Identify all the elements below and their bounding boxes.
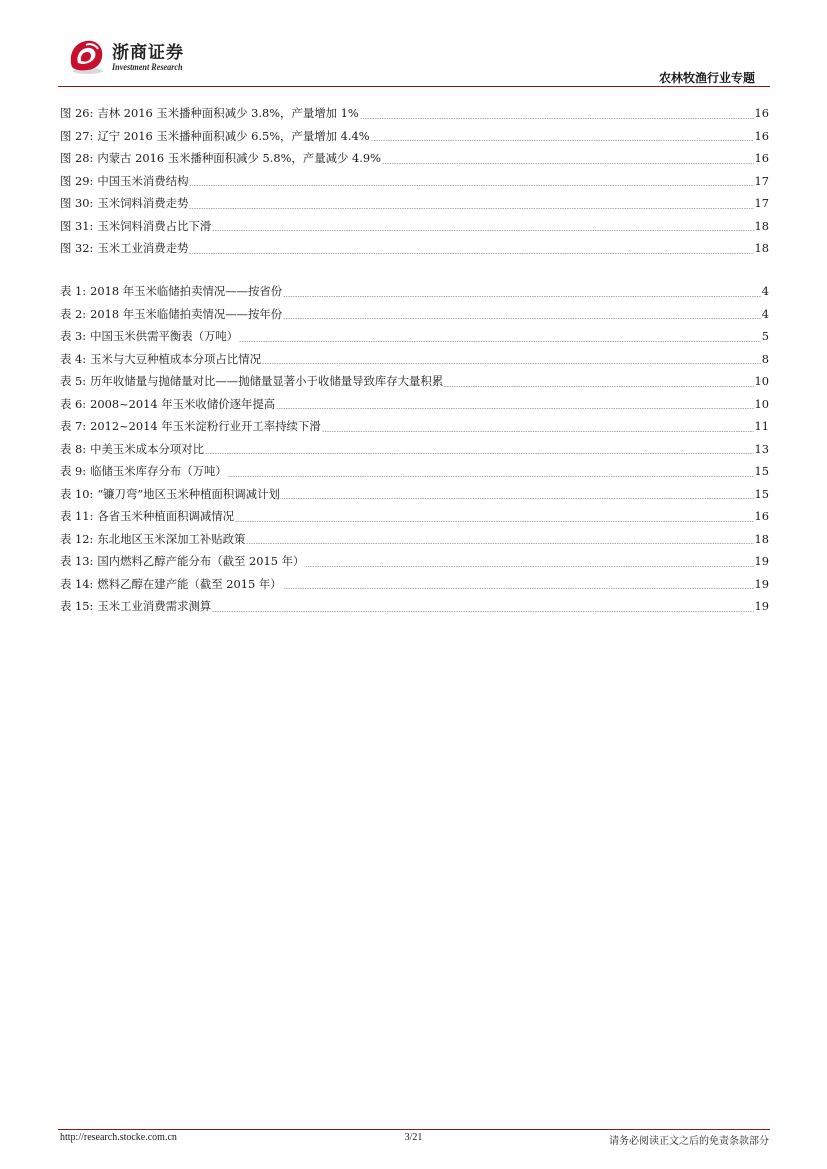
toc-title: 中国玉米消费结构 (97, 173, 189, 188)
footer-divider (58, 1129, 770, 1130)
toc-entry-table-4[interactable] (60, 348, 769, 371)
toc-label: 表 10: (60, 486, 94, 501)
toc-label: 图 30: (60, 196, 94, 210)
report-type-title: 农林牧渔行业专题 (658, 71, 755, 85)
toc-title: 辽宁 2016 玉米播种面积减少 6.5%，产量增加 4.4% (97, 128, 370, 143)
toc-title: 玉米饲料消费占比下滑 (97, 218, 212, 233)
dot-leader (371, 140, 754, 141)
toc-page-number: 5 (761, 329, 769, 343)
toc-label: 表 13: (60, 554, 94, 568)
dot-leader (305, 566, 753, 567)
brand-name-cn: 浙商证券 (112, 43, 184, 63)
toc-entry-table-14[interactable] (60, 573, 769, 596)
toc-label: 图 26: (60, 106, 94, 120)
header-divider (58, 86, 770, 87)
page-header (0, 0, 827, 90)
toc-label: 表 14: (60, 576, 94, 591)
footer-disclaimer: 请务必阅读正文之后的免责条款部分 (609, 1136, 769, 1147)
toc-label: 表 2: (60, 306, 87, 321)
dot-leader (322, 431, 754, 432)
table-toc-list (60, 280, 769, 618)
toc-page-number: 19 (754, 599, 769, 613)
toc-entry-figure-29[interactable] (60, 170, 769, 193)
toc-title: 2008~2014 年玉米收储价逐年提高 (90, 396, 276, 411)
toc-label: 图 27: (60, 128, 94, 143)
dot-leader (281, 498, 754, 499)
toc-entry-table-13[interactable] (60, 550, 769, 573)
toc-label: 表 1: (60, 284, 87, 298)
toc-entry-figure-28[interactable] (60, 147, 769, 170)
toc-title: 吉林 2016 玉米播种面积减少 3.8%，产量增加 1% (97, 106, 359, 120)
toc-entry-table-15[interactable] (60, 595, 769, 618)
dot-leader (262, 363, 761, 364)
toc-page-number: 16 (754, 106, 769, 120)
toc-page-number: 10 (754, 396, 769, 411)
toc-page-number: 16 (754, 509, 769, 523)
toc-entry-figure-27[interactable] (60, 125, 769, 148)
toc-label: 图 31: (60, 218, 94, 233)
dot-leader (283, 588, 754, 589)
toc-title: 各省玉米种植面积调减情况 (97, 509, 235, 523)
toc-label: 表 8: (60, 441, 87, 456)
toc-title: 东北地区玉米深加工补贴政策 (97, 531, 246, 546)
toc-page-number: 17 (754, 196, 769, 210)
toc-title: 玉米饲料消费走势 (97, 196, 189, 210)
toc-page-number: 10 (754, 374, 769, 388)
toc-entry-table-5[interactable] (60, 370, 769, 393)
toc-entry-table-8[interactable] (60, 438, 769, 461)
dot-leader (205, 453, 753, 454)
toc-title: 玉米与大豆种植成本分项占比情况 (90, 351, 261, 366)
dot-leader (382, 163, 754, 164)
dot-leader (189, 253, 753, 254)
toc-title: 中美玉米成本分项对比 (90, 441, 205, 456)
toc-label: 表 4: (60, 351, 87, 366)
dot-leader (212, 230, 753, 231)
toc-page-number: 19 (754, 554, 769, 568)
toc-label: 图 29: (60, 173, 94, 188)
toc-label: 表 3: (60, 329, 87, 343)
zheshang-securities-logo-icon (66, 37, 106, 77)
toc-entry-table-11[interactable] (60, 505, 769, 528)
footer-page-number: 3/21 (404, 1132, 423, 1143)
dot-leader (283, 318, 761, 319)
toc-label: 图 32: (60, 241, 94, 255)
toc-title: 2018 年玉米临储拍卖情况——按年份 (90, 306, 283, 321)
toc-page-number: 4 (761, 284, 769, 298)
toc-label: 表 6: (60, 396, 87, 411)
dot-leader (239, 341, 761, 342)
brand-name-en: Investment Research (112, 63, 183, 73)
toc-title: 临储玉米库存分布（万吨） (90, 464, 227, 478)
toc-entry-table-12[interactable] (60, 528, 769, 551)
toc-entry-figure-32[interactable] (60, 237, 769, 260)
dot-leader (283, 296, 761, 297)
dot-leader (246, 543, 753, 544)
toc-label: 表 12: (60, 531, 94, 546)
toc-title: 玉米工业消费走势 (97, 241, 189, 255)
toc-title: “镰刀弯”地区玉米种植面积调减计划 (97, 486, 280, 501)
toc-entry-table-1[interactable] (60, 280, 769, 303)
footer-website-link[interactable]: http://research.stocke.com.cn (60, 1132, 177, 1143)
toc-entry-table-9[interactable] (60, 460, 769, 483)
toc-entry-table-7[interactable] (60, 415, 769, 438)
toc-entry-table-2[interactable] (60, 303, 769, 326)
toc-page-number: 19 (754, 576, 769, 591)
dot-leader (444, 386, 753, 387)
toc-label: 图 28: (60, 151, 94, 165)
toc-title: 2018 年玉米临储拍卖情况——按省份 (90, 284, 283, 298)
toc-entry-figure-26[interactable] (60, 102, 769, 125)
toc-entry-figure-30[interactable] (60, 192, 769, 215)
toc-page-number: 18 (754, 531, 769, 546)
toc-page-number: 4 (761, 306, 769, 321)
toc-title: 2012~2014 年玉米淀粉行业开工率持续下滑 (90, 419, 321, 433)
toc-label: 表 5: (60, 374, 87, 388)
toc-label: 表 11: (60, 509, 94, 523)
toc-label: 表 15: (60, 599, 94, 613)
toc-page-number: 15 (754, 464, 769, 478)
dot-leader (228, 476, 754, 477)
figure-toc-list (60, 102, 769, 260)
toc-label: 表 9: (60, 464, 87, 478)
toc-page-number: 11 (754, 419, 769, 433)
toc-page-number: 15 (754, 486, 769, 501)
dot-leader (212, 611, 753, 612)
toc-page-number: 18 (754, 241, 769, 255)
toc-title: 中国玉米供需平衡表（万吨） (90, 329, 239, 343)
toc-page-number: 17 (754, 173, 769, 188)
toc-title: 国内燃料乙醇产能分布（截至 2015 年） (97, 554, 305, 568)
toc-title: 历年收储量与抛储量对比——抛储量显著小于收储量导致库存大量积累 (90, 374, 444, 388)
dot-leader (189, 185, 753, 186)
toc-entry-table-3[interactable] (60, 325, 769, 348)
dot-leader (235, 521, 753, 522)
toc-title: 燃料乙醇在建产能（截至 2015 年） (97, 576, 282, 591)
toc-entry-figure-31[interactable] (60, 215, 769, 238)
dot-leader (189, 208, 753, 209)
toc-title: 玉米工业消费需求测算 (97, 599, 212, 613)
toc-entry-table-6[interactable] (60, 393, 769, 416)
toc-page-number: 8 (761, 351, 769, 366)
toc-page-number: 16 (754, 128, 769, 143)
toc-page-number: 13 (754, 441, 769, 456)
toc-title: 内蒙古 2016 玉米播种面积减少 5.8%，产量减少 4.9% (97, 151, 381, 165)
toc-label: 表 7: (60, 419, 87, 433)
toc-page-number: 16 (754, 151, 769, 165)
toc-entry-table-10[interactable] (60, 483, 769, 506)
dot-leader (360, 118, 754, 119)
dot-leader (276, 408, 753, 409)
toc-page-number: 18 (754, 218, 769, 233)
